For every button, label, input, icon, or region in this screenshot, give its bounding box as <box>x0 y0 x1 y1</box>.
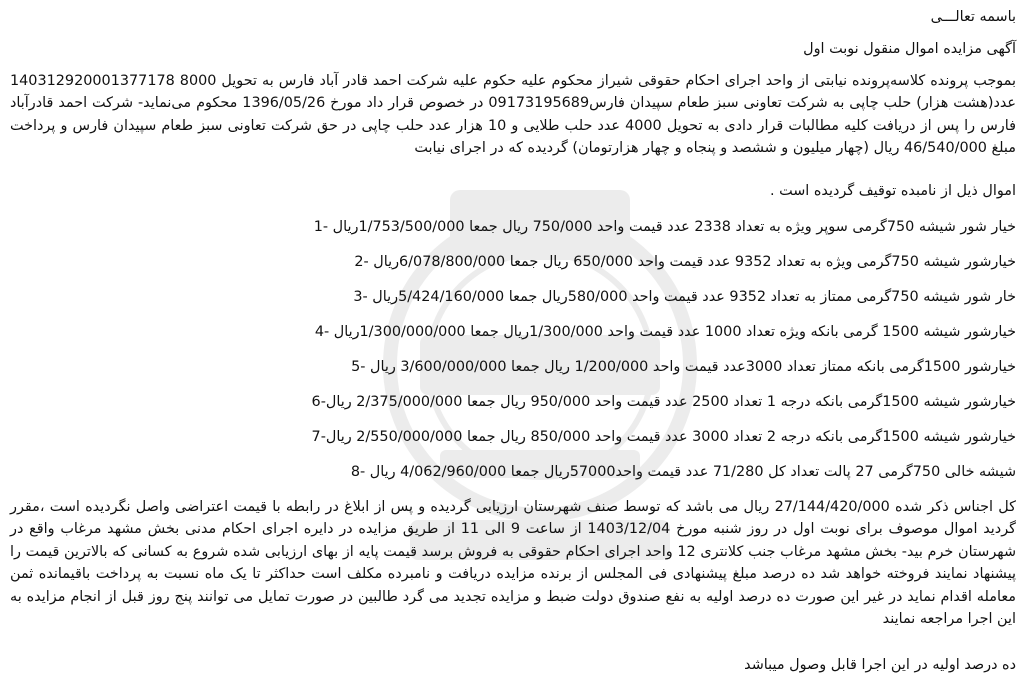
intro-tail: اموال ذیل از نامبده توقیف گردیده است . <box>769 183 1016 199</box>
item-3: خار شور شیشه 750گرمی ممتاز به تعداد 9352 عدد قیمت واحد 580/000ریال جمعا 5/424/160/000ریال -3 <box>353 289 1016 305</box>
item-6: خیارشور شیشه 1500گرمی بانکه درجه 1 تعداد 2500 عدد قیمت واحد 950/000 ریال جمعا 2/375/000/000 ریال-6 <box>311 394 1016 410</box>
item-5: خیارشور 1500گرمی بانکه ممتاز تعداد 3000عدد قیمت واحد 1/200/000 ریال جمعا 3/600/000/000 ریال -5 <box>351 359 1016 375</box>
item-2: خیارشور شیشه 750گرمی ویژه به تعداد 9352 عدد قیمت واحد 650/000 ریال جمعا 6/078/800/000ریال -2 <box>354 254 1016 270</box>
intro-paragraph: بموجب پرونده کلاسه14031292000137717‪8 پرونده نیابتی از واحد اجرای احکام حقوقی شیراز محکوم علیه حکوم علیه شرکت احمد قادر آباد فارس به تحویل 8000 عدد(هشت هزار) حلب چاپی به شرکت تعاونی سبز طعام سپیدان فارس09173195689 در خصوص قرار داد مورخ 1396/05/26 محکوم می‌نماید- شرکت احمد قادرآباد فارس را پس از دریافت کلیه مطالبات قرار دادی به تحویل 4000 عدد حلب طلایی و 10 هزار عدد حلب چاپی در حق شرکت تعاونی سبز طعام سپیدان فارس و پرداخت مبلغ 46/540/000 ریال (چهار میلیون و ششصد و پنجاه و چهار هزارتومان) گردیده که در اجرای نیابت <box>10 73 1016 157</box>
invocation-heading: باسمه تعالـــی <box>930 9 1016 25</box>
item-7: خیارشور شیشه 1500گرمی بانکه درجه 2 تعداد 3000 عدد قیمت واحد 850/000 ریال جمعا 2/550/000/000 ریال-7 <box>311 429 1016 445</box>
footer-note: ده درصد اولیه در این اجرا قابل وصول میباشد <box>744 657 1016 673</box>
conclusion-paragraph: کل اجناس ذکر شده 27/144/420/000 ریال می باشد که توسط صنف شهرستان ارزیابی گردیده و پس از ابلاغ در رابطه با قیمت اعتراضی واصل نگردیده است ،مقرر گردید اموال موصوف برای نوبت اول در روز شنبه مورخ 1403/12/04 از ساعت 9 الی 11 از طریق مزایده در دایره اجرای احکام مدنی بخش مشهد مرغاب واقع در شهرستان خرم بید- بخش مشهد مرغاب جنب کلانتری 12 واحد اجرای احکام حقوقی به فروش برسد قیمت پایه از بهای ارزیابی شده شروع به کسانی که بالاترین قیمت را پیشنهاد نمایند فروخته خواهد شد ده درصد مبلغ پیشنهادی فی المجلس از برنده مزایده دریافت و نامبرده مکلف است حداکثر تا یک ماه نسبت به پرداخت باقیمانده ثمن معامله اقدام نماید در غیر این صورت ده درصد اولیه به نفع صندوق دولت ضبط و مزایده تجدید می گرد طالبین در صورت تمایل می توانند پنج روز قبل از انجام مزایده به این اجرا مراجعه نمایند <box>10 499 1016 628</box>
item-8: شیشه خالی 750گرمی 27 پالت تعداد کل 71/280 عدد قیمت واحد57000ریال جمعا 4/062/960/000 ریال -8 <box>350 464 1016 480</box>
item-1: خیار شور شیشه 750گرمی سوپر ویژه به تعداد 2338 عدد قیمت واحد 750/000 ریال جمعا 1/753/500/000ریال -1 <box>313 219 1016 235</box>
item-4: خیارشور شیشه 1500 گرمی بانکه ویژه تعداد 1000 عدد قیمت واحد 1/300/000ریال جمعا 1/300/000/000ریال -4 <box>314 324 1016 340</box>
notice-title: آگهی مزایده اموال منقول نوبت اول <box>803 41 1016 57</box>
